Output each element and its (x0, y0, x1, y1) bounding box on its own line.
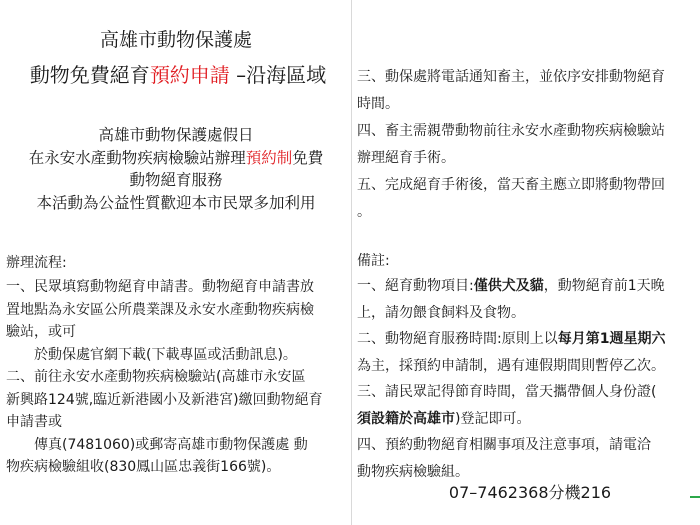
title-prefix: 動物免費絕育 (29, 63, 150, 87)
notes-heading-text: 備註: (357, 253, 390, 269)
note-3b (357, 406, 695, 433)
note-1a-post: ，動物絕育前1天晚 (543, 278, 665, 294)
process-line: 一、民眾填寫動物絕育申請書。動物絕育申請書放 (6, 279, 314, 295)
process-lines (6, 276, 348, 479)
note-4b: 動物疾病檢驗組。 (357, 463, 469, 480)
notes-heading (357, 248, 695, 275)
intro-block (0, 124, 352, 214)
process-line: 二、前往永安水產動物疾病檢驗站(高雄市永安區 (6, 369, 306, 385)
notes-block (357, 273, 695, 485)
process-cont-line: 五、完成絕育手術後，當天畜主應立即將動物帶回 (357, 177, 665, 193)
process-cont-line: 。 (357, 204, 371, 220)
intro-line-1: 高雄市動物保護處假日 (98, 126, 254, 144)
process-line: 置地點為永安區公所農業課及永安水產動物疾病檢 (6, 301, 314, 318)
intro-line-2 (0, 147, 352, 170)
note-1a-pre: 一、絕育動物項目: (357, 278, 474, 294)
intro-line-4: 本活動為公益性質歡迎本市民眾多加利用 (36, 193, 316, 212)
process-line: 傳真(7481060)或郵寄高雄市動物保護處 動 (6, 436, 308, 453)
process-line: 申請書或 (6, 414, 62, 430)
note-4a: 四、預約動物絕育相關事項及注意事項，請電洽 (357, 437, 651, 453)
note-2a-bold: 每月第1週星期六 (557, 331, 666, 347)
note-2a-pre: 二、動物絕育服務時間:原則上以 (357, 331, 558, 347)
intro-line-2-post: 免費 (292, 148, 324, 167)
note-2b: 為主，採預約申請制，遇有連假期間則暫停乙次。 (357, 357, 665, 374)
process-line: 於動保處官網下載(下載專區或活動訊息)。 (6, 346, 297, 363)
process-line: 新興路124號,臨近新港國小及新港宮)繳回動物絕育 (6, 391, 323, 408)
title-highlight: 預約申請 (149, 63, 230, 87)
contact-phone: 07–7462368分機216 (448, 483, 612, 502)
process-cont-line: 四、畜主需親帶動物前往永安水產動物疾病檢驗站 (357, 123, 665, 139)
note-3a: 三、請民眾記得節育時間，當天攜帶個人身份證( (357, 384, 657, 400)
process-line: 物疾病檢驗組收(830鳳山區忠義街166號)。 (6, 459, 281, 475)
intro-line-3: 動物絕育服務 (129, 171, 223, 189)
process-cont-line: 辦理絕育手術。 (357, 150, 455, 166)
process-cont-line: 時間。 (357, 96, 399, 112)
note-2a (357, 326, 695, 353)
intro-highlight: 預約制 (245, 148, 293, 167)
note-1b: 上，請勿餵食飼料及食物。 (357, 304, 525, 321)
page-title (4, 62, 352, 88)
note-3b-post: )登記即可。 (455, 410, 531, 427)
green-tick-mark (690, 496, 700, 498)
process-cont-line: 三、動保處將電話通知畜主，並依序安排動物絕育 (357, 69, 665, 85)
process-continued (357, 64, 695, 226)
title-suffix: –沿海區域 (229, 63, 327, 87)
process-line: 驗站，或可 (6, 324, 76, 340)
note-1a-bold: 僅供犬及貓 (473, 278, 544, 294)
agency-title: 高雄市動物保護處 (99, 29, 252, 51)
note-3b-bold: 須設籍於高雄市 (357, 410, 455, 427)
intro-line-2-pre: 在永安水產動物疾病檢驗站辦理 (28, 148, 246, 167)
note-1a (357, 273, 695, 300)
process-heading: 辦理流程: (6, 255, 67, 271)
